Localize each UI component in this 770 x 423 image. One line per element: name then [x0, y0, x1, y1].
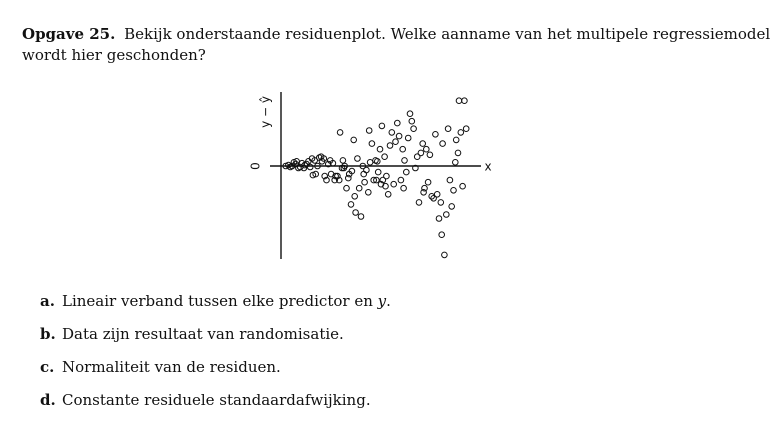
data-point	[404, 169, 410, 175]
option-letter: b.	[40, 325, 56, 343]
data-point	[369, 141, 375, 147]
data-point	[389, 130, 395, 136]
data-point	[366, 190, 372, 196]
option-suffix: .	[386, 292, 391, 310]
data-point	[445, 126, 451, 132]
data-point	[401, 185, 407, 191]
data-point	[438, 200, 444, 206]
data-point	[440, 141, 446, 147]
data-point	[458, 130, 464, 136]
data-point	[442, 252, 448, 258]
data-point	[453, 137, 459, 143]
data-point	[379, 123, 385, 129]
data-point	[366, 128, 372, 134]
data-point	[416, 200, 422, 206]
data-point	[375, 159, 381, 165]
data-point	[358, 214, 364, 220]
data-point	[420, 141, 426, 147]
data-point	[398, 177, 404, 183]
data-point	[425, 179, 431, 185]
data-point	[444, 212, 450, 218]
option-letter: a.	[40, 292, 55, 310]
data-point	[382, 154, 388, 160]
data-point	[463, 126, 469, 132]
option-text: Data zijn resultaat van randomisatie.	[62, 325, 344, 343]
option-text: Lineair verband tussen elke predictor en	[62, 292, 378, 310]
option-text: Constante residuele standaardafwijking.	[62, 391, 371, 409]
data-point	[407, 111, 413, 117]
data-point	[447, 177, 453, 183]
data-point	[355, 156, 361, 162]
data-point	[402, 158, 408, 164]
data-points	[283, 98, 469, 258]
data-point	[393, 139, 399, 145]
option-letter: d.	[40, 391, 56, 409]
y-zero-label: 0	[248, 162, 263, 170]
data-point	[411, 126, 417, 132]
data-point	[436, 216, 442, 222]
option-variable: y	[377, 292, 387, 310]
data-point	[348, 202, 354, 208]
data-point	[364, 167, 370, 173]
data-point	[377, 146, 383, 152]
data-point	[375, 169, 381, 175]
data-point	[434, 192, 440, 198]
data-point	[418, 150, 424, 156]
question-text	[22, 24, 770, 66]
option-letter: c.	[40, 358, 55, 376]
data-point	[387, 143, 393, 149]
data-point	[453, 160, 459, 166]
data-point	[385, 192, 391, 198]
option-d[interactable]	[40, 390, 391, 423]
data-point	[400, 146, 406, 152]
data-point	[427, 152, 433, 158]
data-point	[396, 133, 402, 139]
data-point	[424, 146, 430, 152]
data-point	[340, 158, 346, 164]
option-b[interactable]	[40, 324, 391, 357]
data-point	[352, 194, 358, 200]
data-point	[460, 183, 466, 189]
answer-options	[40, 291, 391, 423]
data-point	[337, 130, 343, 136]
residual-plot	[248, 84, 508, 264]
data-point	[307, 164, 313, 170]
data-point	[391, 181, 397, 187]
data-point	[439, 232, 445, 238]
data-point	[362, 179, 368, 185]
question-label: Opgave 25.	[22, 25, 116, 43]
option-a[interactable]	[40, 291, 391, 324]
option-c[interactable]	[40, 357, 391, 390]
data-point	[367, 160, 373, 166]
data-point	[409, 118, 415, 124]
x-axis-label: x	[484, 159, 492, 174]
y-axis-label: y − ŷ	[258, 96, 273, 128]
data-point	[462, 98, 468, 104]
data-point	[395, 120, 401, 126]
data-point	[449, 204, 455, 210]
question-line-1: Bekijk onderstaande residuenplot. Welke aanname van het multipele regressiemodel	[124, 25, 770, 43]
data-point	[344, 185, 350, 191]
data-point	[351, 137, 357, 143]
data-point	[456, 98, 462, 104]
data-point	[455, 150, 461, 156]
data-point	[356, 185, 362, 191]
option-text: Normaliteit van de residuen.	[62, 358, 281, 376]
question-line-2: wordt hier geschonden?	[22, 46, 206, 64]
data-point	[433, 132, 439, 138]
data-point	[346, 175, 352, 181]
data-point	[384, 173, 390, 179]
data-point	[361, 171, 367, 177]
data-point	[451, 188, 457, 194]
data-point	[353, 210, 359, 216]
data-point	[405, 135, 411, 141]
